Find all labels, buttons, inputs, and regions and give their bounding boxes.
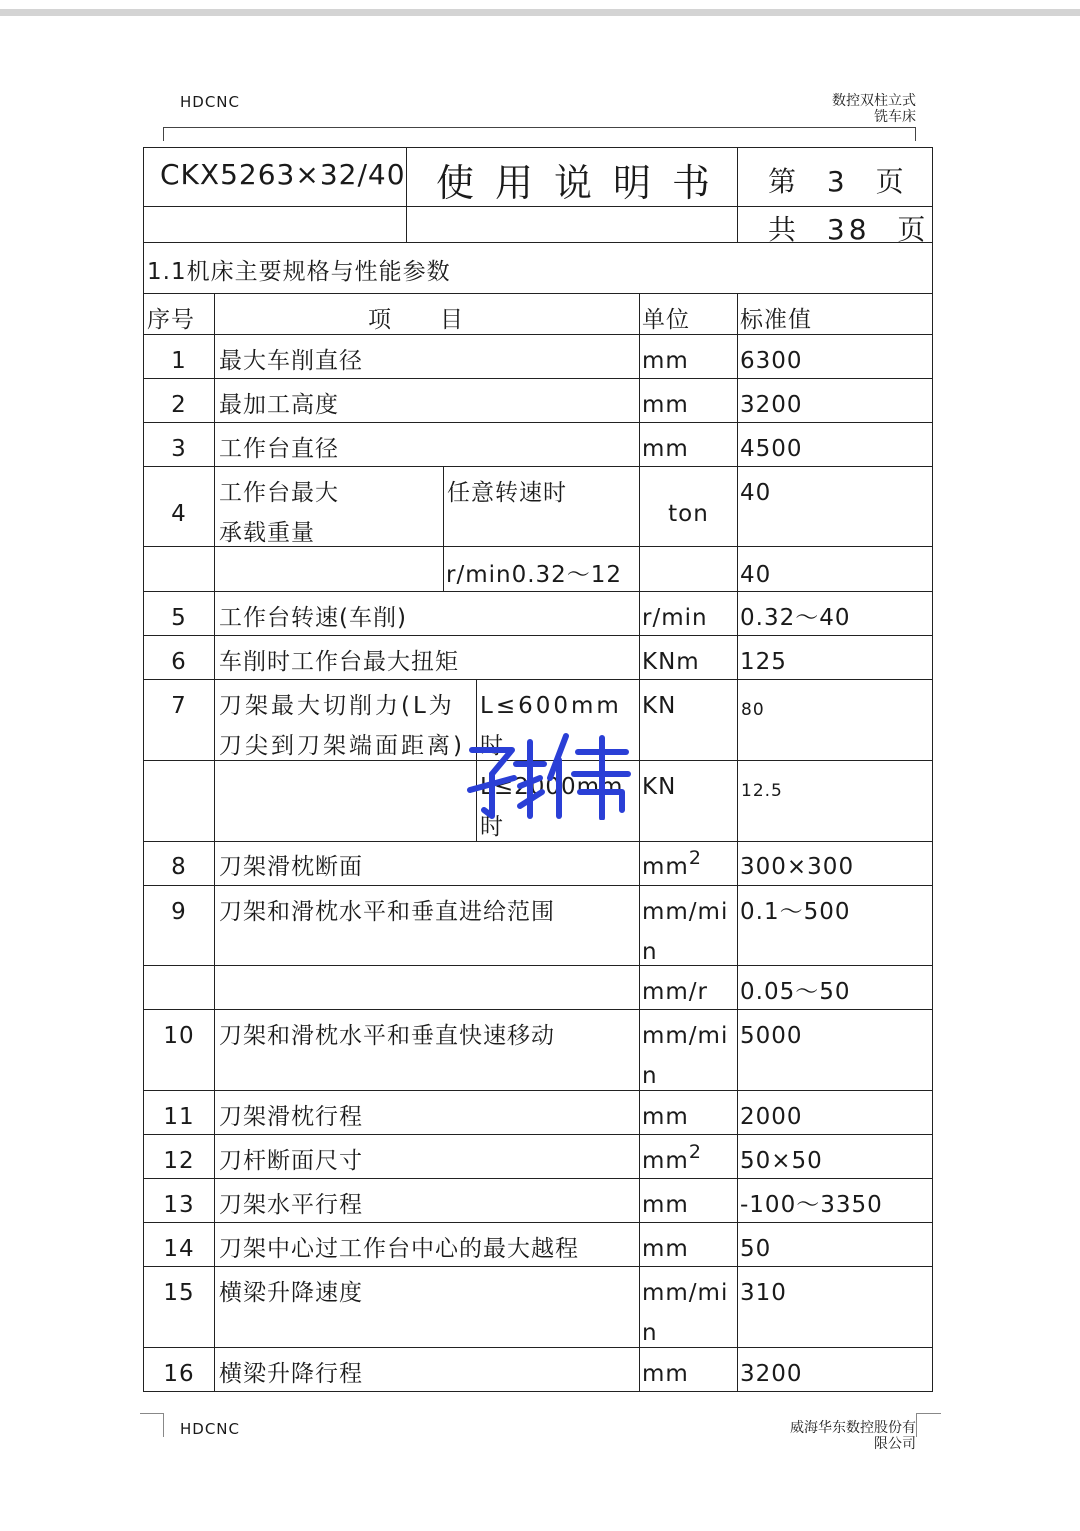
row-seq: 7 <box>171 693 187 719</box>
row-unit-line1: mm/mi <box>642 899 729 925</box>
row-condition-line2: 时 <box>480 814 504 840</box>
row-unit: mm <box>642 348 689 374</box>
row-unit: mm/r <box>642 979 709 1005</box>
row-item: 刀架和滑枕水平和垂直进给范围 <box>219 899 555 925</box>
row-value: 2000 <box>740 1104 803 1130</box>
row-item: 横梁升降速度 <box>219 1280 363 1306</box>
row-seq: 2 <box>171 392 187 418</box>
row-unit <box>642 1141 702 1182</box>
grid-line <box>143 965 933 966</box>
column-header-item: 项 目 <box>368 307 464 333</box>
row-seq: 1 <box>171 348 187 374</box>
row-seq: 11 <box>163 1104 195 1130</box>
row-seq: 4 <box>171 501 187 527</box>
row-item-line1: 刀架最大切削力(L为 <box>219 693 455 719</box>
row-value: 0.05～50 <box>740 979 851 1005</box>
header-product <box>832 93 916 125</box>
grid-line <box>737 147 738 242</box>
top-scroll-bar <box>0 9 1080 16</box>
header-rule-tick-left <box>163 127 164 141</box>
footer-tick-right <box>916 1413 917 1437</box>
row-condition-line1: L≤600mm <box>480 693 622 719</box>
grid-line <box>932 147 933 1392</box>
row-unit: mm <box>642 1361 689 1387</box>
grid-line <box>406 147 407 242</box>
row-unit: KNm <box>642 649 700 675</box>
row-seq: 3 <box>171 436 187 462</box>
row-value: 6300 <box>740 348 803 374</box>
model-number: CKX5263×32/40 <box>160 158 406 191</box>
row-item: 工作台直径 <box>219 436 339 462</box>
row-unit: KN <box>642 774 677 800</box>
row-unit: mm <box>642 392 689 418</box>
row-value: 125 <box>740 649 787 675</box>
row-seq: 5 <box>171 605 187 631</box>
grid-line <box>443 466 444 591</box>
grid-line <box>143 841 933 842</box>
row-unit: mm <box>642 436 689 462</box>
row-unit <box>642 847 702 888</box>
handwritten-signature <box>466 730 636 820</box>
row-value: 40 <box>740 480 772 506</box>
row-unit-base: mm <box>642 854 689 880</box>
grid-line <box>639 293 640 1392</box>
row-unit: r/min <box>642 605 708 631</box>
row-value: 0.32～40 <box>740 605 851 631</box>
row-item: 刀架和滑枕水平和垂直快速移动 <box>219 1023 555 1049</box>
grid-line <box>143 147 933 148</box>
footer-rule-left <box>140 1413 163 1414</box>
header-brand: HDCNC <box>180 93 240 111</box>
grid-line <box>143 293 933 294</box>
row-condition: 任意转速时 <box>447 480 567 506</box>
row-unit-base: mm <box>642 1148 689 1174</box>
row-item: 刀架滑枕行程 <box>219 1104 363 1130</box>
row-unit: KN <box>642 693 677 719</box>
row-seq: 6 <box>171 649 187 675</box>
footer-company-line2: 限公司 <box>874 1436 916 1452</box>
row-unit-line2: n <box>642 1063 658 1089</box>
row-item-line2: 承载重量 <box>219 520 315 546</box>
row-value: 80 <box>741 700 765 720</box>
row-unit-line2: n <box>642 1320 658 1346</box>
row-value: 310 <box>740 1280 787 1306</box>
column-header-value: 标准值 <box>740 307 812 333</box>
row-seq: 15 <box>163 1280 195 1306</box>
row-unit: mm <box>642 1192 689 1218</box>
row-item: 车削时工作台最大扭矩 <box>219 649 459 675</box>
row-item: 刀杆断面尺寸 <box>219 1148 363 1174</box>
row-value: 0.1～500 <box>740 899 851 925</box>
header-product-line2: 铣车床 <box>874 109 916 125</box>
row-unit-superscript: 2 <box>688 1141 702 1163</box>
row-item: 横梁升降行程 <box>219 1361 363 1387</box>
row-item-line1: 工作台最大 <box>219 480 339 506</box>
row-value: 40 <box>740 562 772 588</box>
column-header-unit: 单位 <box>642 307 690 333</box>
page-number: 第 3 页 <box>768 165 908 198</box>
row-unit-line1: mm/mi <box>642 1023 729 1049</box>
footer-tick-left <box>163 1413 164 1437</box>
header-rule-tick-right <box>915 127 916 141</box>
row-value: 3200 <box>740 1361 803 1387</box>
total-pages: 共 38 页 <box>768 213 930 246</box>
grid-line <box>737 293 738 1392</box>
row-item: 最加工高度 <box>219 392 339 418</box>
row-value: -100～3350 <box>740 1192 883 1218</box>
row-condition: r/min0.32～12 <box>446 562 623 588</box>
row-item: 工作台转速(车削) <box>219 605 407 631</box>
footer-company <box>790 1420 916 1452</box>
row-value: 4500 <box>740 436 803 462</box>
row-item: 最大车削直径 <box>219 348 363 374</box>
row-seq: 13 <box>163 1192 195 1218</box>
row-item-line2: 刀尖到刀架端面距离) <box>219 733 465 759</box>
row-condition-line2: 时 <box>480 733 504 759</box>
grid-line <box>143 334 933 335</box>
row-seq: 16 <box>163 1361 195 1387</box>
footer-company-line1: 威海华东数控股份有 <box>790 1420 916 1436</box>
row-unit-line2: n <box>642 939 658 965</box>
row-unit-line1: mm/mi <box>642 1280 729 1306</box>
grid-line <box>143 1090 933 1091</box>
grid-line <box>143 1347 933 1348</box>
row-seq: 10 <box>163 1023 195 1049</box>
header-rule <box>163 127 916 128</box>
row-item: 刀架水平行程 <box>219 1192 363 1218</box>
row-value: 50×50 <box>740 1148 823 1174</box>
footer-rule-right <box>916 1413 941 1414</box>
row-seq: 9 <box>171 899 187 925</box>
row-unit-superscript: 2 <box>688 847 702 869</box>
row-seq: 12 <box>163 1148 195 1174</box>
header-product-line1: 数控双柱立式 <box>832 93 916 109</box>
row-item: 刀架滑枕断面 <box>219 854 363 880</box>
row-value: 300×300 <box>740 854 855 880</box>
row-item: 刀架中心过工作台中心的最大越程 <box>219 1236 579 1262</box>
row-seq: 14 <box>163 1236 195 1262</box>
row-unit: ton <box>668 501 709 527</box>
row-value: 5000 <box>740 1023 803 1049</box>
row-value: 3200 <box>740 392 803 418</box>
row-unit: mm <box>642 1236 689 1262</box>
footer-brand: HDCNC <box>180 1420 240 1438</box>
section-title: 1.1机床主要规格与性能参数 <box>147 259 451 285</box>
row-seq: 8 <box>171 854 187 880</box>
row-unit: mm <box>642 1104 689 1130</box>
row-value: 12.5 <box>741 781 783 801</box>
row-condition-line1: L≤2000mm <box>480 774 624 800</box>
document-title: 使用说明书 <box>436 161 732 205</box>
grid-line <box>214 293 215 1392</box>
column-header-seq: 序号 <box>147 307 195 333</box>
row-value: 50 <box>740 1236 772 1262</box>
